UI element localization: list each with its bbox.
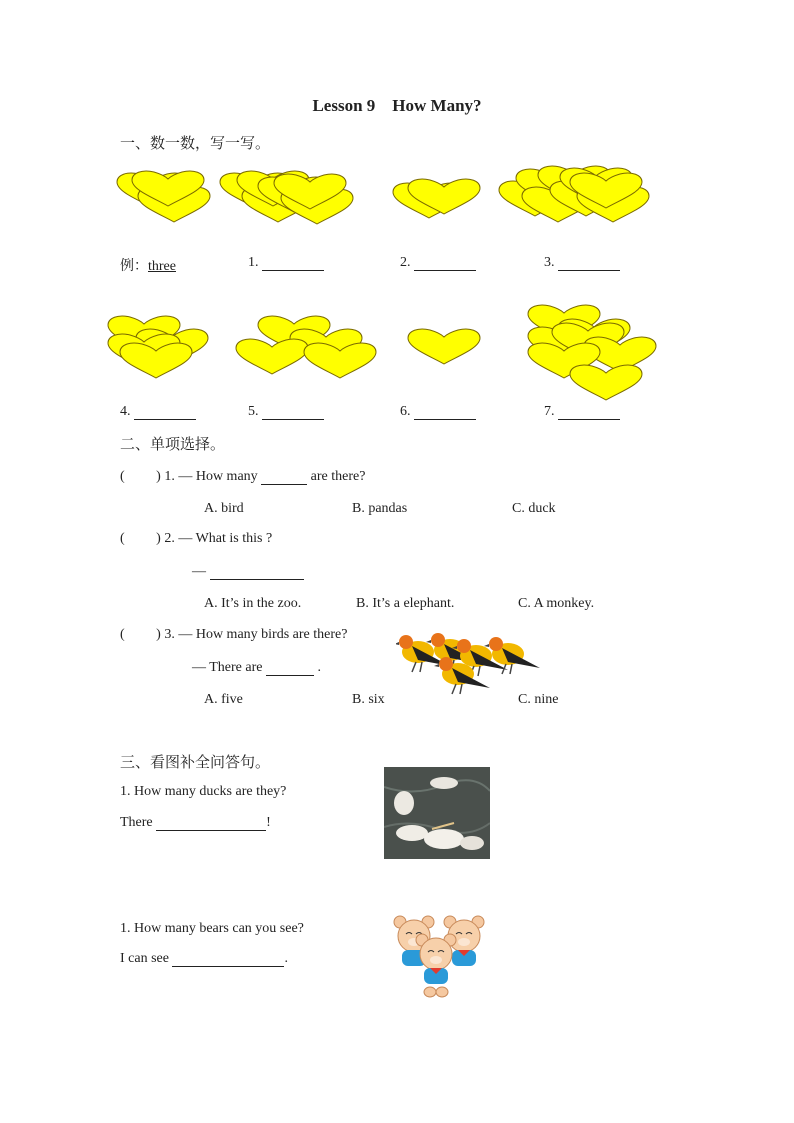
answer-suffix: . [317, 660, 321, 675]
answer-blank[interactable] [558, 256, 620, 271]
item-label: 3. [544, 255, 555, 270]
item-label: 5. [248, 404, 259, 419]
option-c[interactable]: C. duck [512, 501, 556, 516]
answer-suffix: ! [266, 815, 271, 830]
heart-icon [272, 173, 348, 211]
answer-2 [400, 255, 476, 271]
answer-blank[interactable] [558, 405, 620, 420]
option-c[interactable]: C. A monkey. [518, 596, 595, 611]
option-a[interactable]: A. five [204, 692, 243, 707]
option-a[interactable]: A. It’s in the zoo. [204, 596, 302, 611]
question-text: How many [195, 469, 258, 484]
answer-blank[interactable] [210, 565, 304, 580]
heart-icon [568, 172, 644, 210]
answer-suffix: . [284, 951, 288, 966]
example-answer: three [148, 259, 176, 274]
question-text: How many birds are there? [195, 627, 348, 642]
answer-paren[interactable]: ( ) [120, 531, 161, 546]
item-label: 2. [400, 255, 411, 270]
bird-icon [484, 637, 540, 674]
section-3-heading: 三、看图补全问答句。 [120, 755, 271, 771]
dash: — [178, 627, 193, 642]
question-text: are there? [310, 469, 366, 484]
answer-4 [120, 404, 196, 420]
answer-blank[interactable] [262, 256, 324, 271]
answer-blank[interactable] [172, 952, 284, 967]
question-3-answer [192, 660, 321, 676]
item-label: 6. [400, 404, 411, 419]
heart-icon [406, 328, 482, 366]
dash: — [192, 564, 206, 579]
question-2-answer [192, 564, 304, 580]
birds-image [396, 628, 550, 706]
answer-5 [248, 404, 324, 420]
item-label: 例： [120, 259, 148, 274]
heart-icon [118, 342, 194, 380]
answer-prefix: I can see [120, 951, 169, 966]
item-label: 4. [120, 404, 131, 419]
question-text: What is this ? [195, 531, 273, 546]
question-3 [120, 627, 347, 643]
question-2 [120, 531, 272, 547]
question-number: 1. [164, 469, 175, 484]
option-b[interactable]: B. pandas [352, 501, 408, 516]
dash: — [178, 531, 193, 546]
answer-blank[interactable] [261, 470, 307, 485]
answer-blank[interactable] [414, 405, 476, 420]
answer-prefix: There [120, 815, 153, 830]
section-3-answer-2 [120, 951, 288, 967]
section-3-question-1: 1. How many ducks are they? [120, 784, 287, 799]
answer-6 [400, 404, 476, 420]
option-a[interactable]: A. bird [204, 501, 244, 516]
answer-blank[interactable] [134, 405, 196, 420]
question-number: 2. [164, 531, 175, 546]
page-title: Lesson 9 How Many? [312, 96, 482, 115]
answer-prefix: — There are [192, 660, 263, 675]
section-3-answer-1 [120, 815, 271, 831]
answer-3 [544, 255, 620, 271]
heart-icon [130, 170, 206, 208]
answer-paren[interactable]: ( ) [120, 469, 161, 484]
answer-paren[interactable]: ( ) [120, 627, 161, 642]
answer-1 [248, 255, 324, 271]
answer-7 [544, 404, 620, 420]
option-b[interactable]: B. six [352, 692, 385, 707]
heart-icon [234, 338, 310, 376]
section-3-question-2: 1. How many bears can you see? [120, 921, 304, 936]
section-1-heading: 一、数一数，写一写。 [120, 136, 271, 152]
answer-blank[interactable] [414, 256, 476, 271]
section-2-heading: 二、单项选择。 [120, 437, 226, 453]
heart-icon [302, 342, 378, 380]
heart-icon [406, 178, 482, 216]
option-b[interactable]: B. It’s a elephant. [356, 596, 455, 611]
ducks-photo [384, 767, 490, 859]
question-1 [120, 469, 365, 485]
answer-example [120, 255, 196, 275]
option-c[interactable]: C. nine [518, 692, 559, 707]
answer-blank[interactable] [156, 816, 266, 831]
dash: — [178, 469, 193, 484]
item-label: 1. [248, 255, 259, 270]
answer-blank[interactable] [262, 405, 324, 420]
question-number: 3. [164, 627, 175, 642]
heart-icon [568, 364, 644, 402]
answer-blank[interactable] [266, 661, 314, 676]
bears-image [392, 914, 496, 1000]
item-label: 7. [544, 404, 555, 419]
